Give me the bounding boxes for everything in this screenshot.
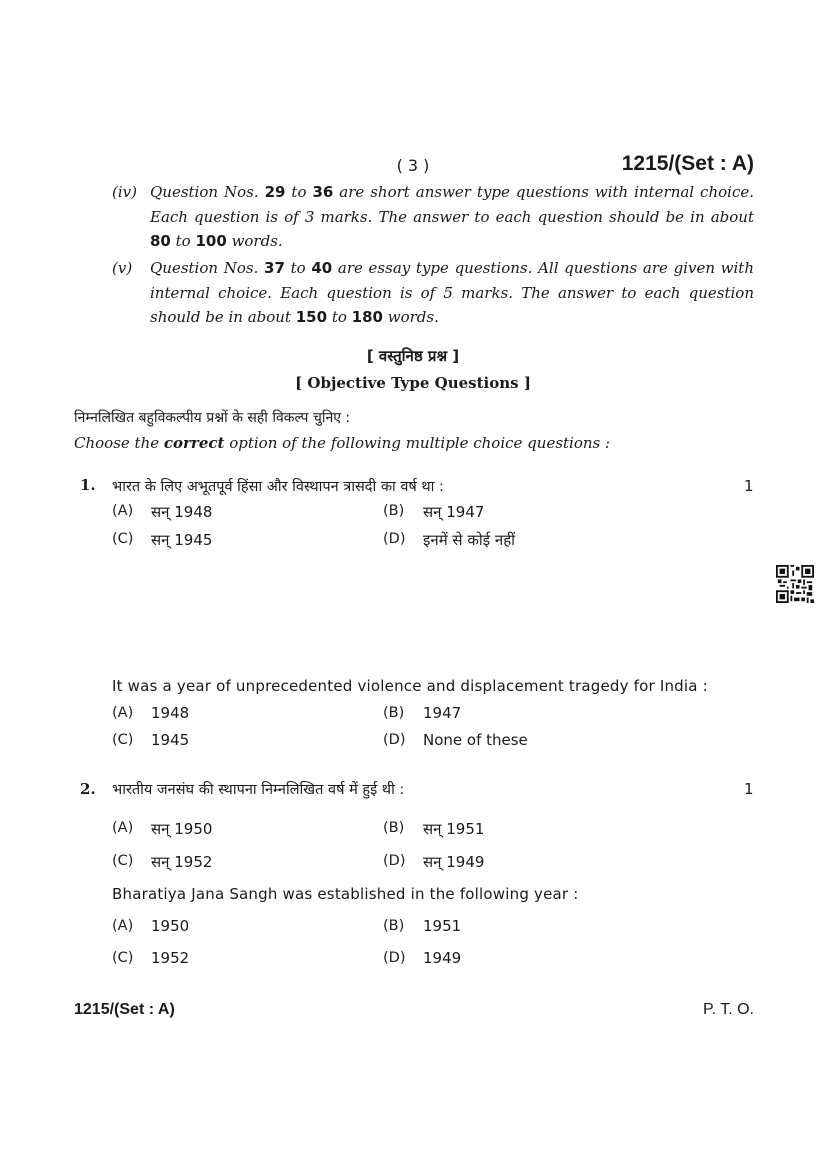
- option-letter: (B): [383, 820, 405, 836]
- option-letter: (C): [112, 531, 134, 547]
- option-letter: (D): [383, 732, 406, 748]
- option-value: सन् 1949: [423, 853, 485, 871]
- question-marks: 1: [744, 477, 754, 495]
- instruction-text: to: [327, 308, 352, 326]
- option-letter: (C): [112, 853, 134, 869]
- instruction-iv: [112, 180, 754, 254]
- page-turn-over: P. T. O.: [703, 1001, 754, 1018]
- page-number: ( 3 ): [396, 156, 430, 175]
- word-limit-min: 80: [150, 232, 171, 250]
- instruction-text: words.: [226, 232, 283, 250]
- option-value: 1948: [151, 704, 190, 722]
- option-value: सन् 1950: [151, 820, 213, 838]
- word-limit-min: 150: [295, 308, 328, 326]
- section-heading-hindi: [ वस्तुनिष्ठ प्रश्न ]: [366, 347, 460, 365]
- instruction-text: to: [284, 259, 312, 277]
- question-range-start: 29: [264, 183, 286, 201]
- option-value: 1945: [151, 731, 190, 749]
- option-value: 1952: [151, 949, 190, 967]
- emphasis-correct: correct: [163, 434, 225, 452]
- option-value: 1947: [423, 704, 462, 722]
- option-letter: (A): [112, 820, 134, 836]
- question-text-hindi: भारतीय जनसंघ की स्थापना निम्नलिखित वर्ष में हुई थी :: [112, 782, 405, 798]
- question-number: 1.: [80, 476, 96, 494]
- option-value: सन् 1952: [151, 853, 213, 871]
- question-range-end: 36: [312, 183, 334, 201]
- section-heading-english: [ Objective Type Questions ]: [295, 374, 531, 392]
- option-letter: (C): [112, 732, 134, 748]
- question-text-english: Bharatiya Jana Sangh was established in the following year :: [112, 885, 579, 903]
- question-number: 2.: [80, 780, 96, 798]
- option-value: 1951: [423, 917, 462, 935]
- question-range-start: 37: [264, 259, 285, 277]
- instruction-roman: (v): [112, 259, 133, 277]
- question-marks: 1: [744, 780, 754, 798]
- instruction-text: to: [285, 183, 313, 201]
- instruction-text: to: [170, 232, 196, 250]
- option-letter: (A): [112, 705, 134, 721]
- option-letter: (B): [383, 503, 405, 519]
- word-limit-max: 180: [351, 308, 383, 326]
- option-letter: (D): [383, 853, 406, 869]
- instruction-text: are essay type questions. All questions are given with internal choice. Each question is of 5 marks. The answer to each question should be in about: [150, 259, 754, 326]
- instruction-text: Question Nos.: [150, 183, 265, 201]
- word-limit-max: 100: [195, 232, 227, 250]
- qr-code-icon: [776, 565, 814, 603]
- instruction-hindi: निम्नलिखित बहुविकल्पीय प्रश्नों के सही विकल्प चुनिए :: [74, 410, 351, 426]
- instruction-text: Question Nos.: [150, 259, 265, 277]
- option-value: इनमें से कोई नहीं: [423, 531, 516, 549]
- option-value: सन् 1948: [151, 503, 213, 521]
- footer-paper-code: 1215/(Set : A): [74, 1001, 175, 1018]
- question-text-hindi: भारत के लिए अभूतपूर्व हिंसा और विस्थापन त्रासदी का वर्ष था :: [112, 479, 444, 495]
- option-value: सन् 1947: [423, 503, 485, 521]
- option-letter: (D): [383, 531, 406, 547]
- instruction-text: are short answer type questions with internal choice. Each question is of 3 marks. The answer to each question should be in about: [150, 183, 754, 226]
- option-letter: (A): [112, 503, 134, 519]
- question-text-english: It was a year of unprecedented violence and displacement tragedy for India :: [112, 677, 708, 695]
- question-range-end: 40: [311, 259, 333, 277]
- instruction-english: Choose the correct option of the following multiple choice questions :: [74, 434, 611, 452]
- option-letter: (C): [112, 950, 134, 966]
- option-letter: (A): [112, 918, 134, 934]
- option-value: सन् 1945: [151, 531, 213, 549]
- instruction-text: words.: [382, 308, 439, 326]
- option-letter: (D): [383, 950, 406, 966]
- option-letter: (B): [383, 705, 405, 721]
- option-value: None of these: [423, 731, 528, 749]
- option-value: 1950: [151, 917, 190, 935]
- instruction-v: [112, 256, 754, 330]
- option-value: 1949: [423, 949, 462, 967]
- option-value: सन् 1951: [423, 820, 485, 838]
- option-letter: (B): [383, 918, 405, 934]
- instruction-roman: (iv): [112, 183, 137, 201]
- paper-code: 1215/(Set : A): [621, 152, 754, 175]
